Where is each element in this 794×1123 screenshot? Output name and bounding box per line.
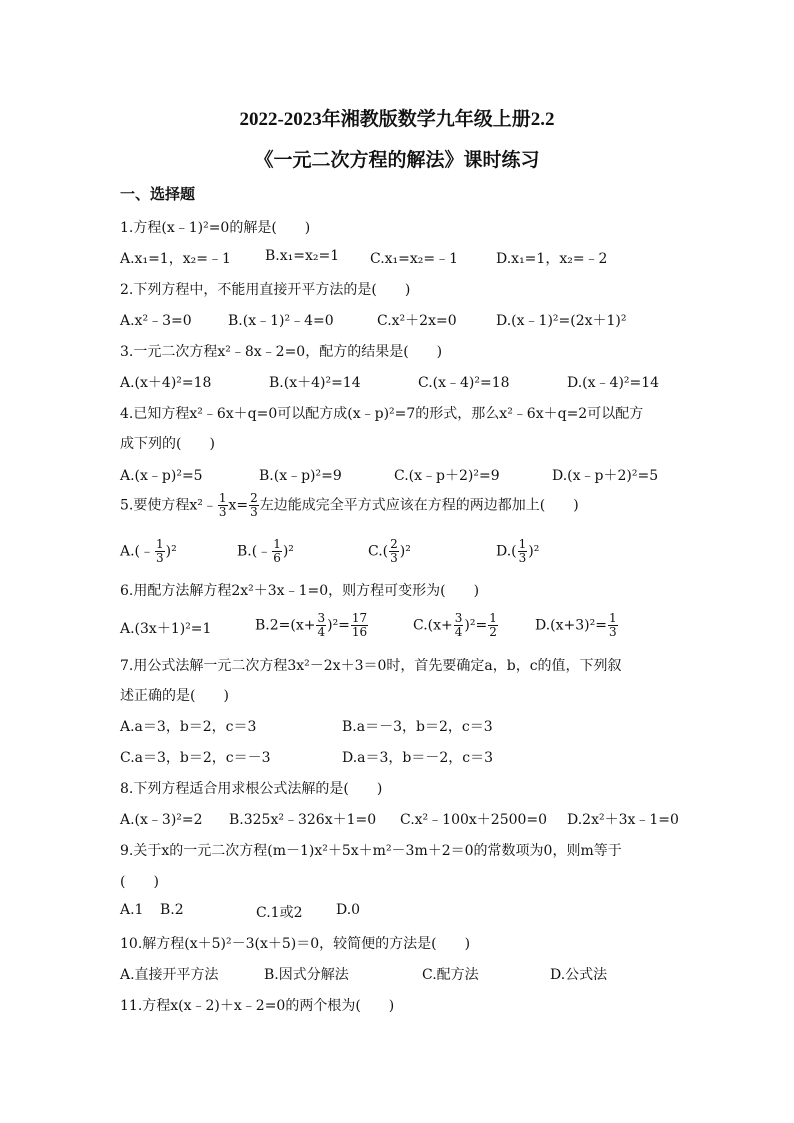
question-4-option-a: A.(x﹣p)²=5	[120, 468, 203, 484]
question-8-option-a: A.(x﹣3)²=2	[120, 812, 203, 828]
denominator: 6	[273, 551, 281, 565]
option-text: B.2=(x+	[255, 617, 316, 634]
option-fraction	[518, 538, 528, 565]
option-text: )²=	[464, 617, 488, 634]
question-9-stem-line1: 9.关于x的一元二次方程(m－1)x²＋5x＋m²－3m＋2＝0的常数项为0，则m等于	[120, 843, 622, 859]
question-6-option-d	[535, 612, 619, 639]
question-10-option-b: B.因式分解法	[264, 967, 349, 983]
question-7-stem-line2: 述正确的是( )	[120, 688, 229, 704]
question-9-option-c: C.1或2	[256, 905, 303, 921]
denominator: 4	[454, 625, 463, 639]
question-7-option-d: D.a＝3，b＝－2，c＝3	[342, 750, 494, 766]
option-fraction	[155, 538, 165, 565]
question-5-stem-mid: x=	[228, 497, 249, 514]
option-fraction	[488, 612, 498, 639]
question-6-stem: 6.用配方法解方程2x²＋3x﹣1=0，则方程可变形为( )	[120, 583, 480, 599]
numerator: 1	[156, 537, 164, 551]
question-1-option-a: A.x₁=1，x₂=﹣1	[120, 251, 231, 267]
denominator: 3	[218, 505, 227, 519]
question-4-option-b: B.(x﹣p)²=9	[259, 468, 342, 484]
question-8-option-c: C.x²﹣100x＋2500=0	[400, 812, 548, 828]
option-fraction	[272, 538, 282, 565]
question-6-option-a: A.(3x＋1)²=1	[120, 621, 212, 637]
option-text: )²=	[327, 617, 350, 634]
option-text: D.(x+3)²=	[535, 617, 607, 634]
numerator: 17	[351, 611, 368, 625]
denominator: 4	[317, 625, 326, 639]
question-3-option-d: D.(x﹣4)²=14	[567, 375, 660, 391]
question-6-option-c	[413, 612, 499, 639]
question-7-option-b: B.a＝－3，b＝2，c＝3	[342, 719, 493, 735]
question-8-option-d: D.2x²＋3x﹣1=0	[567, 812, 679, 828]
question-6-option-b	[255, 612, 369, 639]
question-5-fraction-2	[249, 492, 259, 519]
question-8-option-b: B.325x²﹣326x＋1=0	[229, 812, 377, 828]
numerator: 3	[454, 611, 463, 625]
question-5-stem	[120, 492, 579, 519]
question-1-option-c: C.x₁=x₂=﹣1	[370, 251, 459, 267]
option-fraction	[389, 538, 399, 565]
denominator: 3	[156, 551, 164, 565]
question-10-option-c: C.配方法	[422, 967, 479, 983]
question-1-stem: 1.方程(x﹣1)²=0的解是( )	[120, 220, 311, 236]
question-1-option-b: B.x₁=x₂=1	[265, 248, 340, 264]
option-text: C.(x+	[413, 617, 453, 634]
denominator: 3	[250, 505, 258, 519]
question-5-fraction-1	[218, 492, 228, 519]
question-3-stem: 3.一元二次方程x²﹣8x﹣2=0，配方的结果是( )	[120, 344, 443, 360]
question-4-stem-line2: 成下列的( )	[120, 436, 215, 452]
question-5-option-c	[368, 538, 411, 565]
option-text: )²	[399, 543, 411, 560]
denominator: 3	[390, 551, 398, 565]
question-5-stem-suffix: 左边能成完全平方式应该在方程的两边都加上( )	[259, 497, 579, 514]
option-text: D.(	[496, 543, 517, 560]
question-3-option-b: B.(x＋4)²=14	[269, 375, 361, 391]
question-2-option-b: B.(x﹣1)²﹣4=0	[228, 313, 334, 329]
numerator: 1	[608, 611, 617, 625]
option-fraction	[316, 612, 326, 639]
numerator: 1	[489, 611, 497, 625]
section-heading: 一、选择题	[120, 186, 196, 203]
question-4-stem-line1: 4.已知方程x²﹣6x＋q=0可以配方成(x﹣p)²=7的形式，那么x²﹣6x＋q=2可以配方	[120, 406, 644, 422]
question-3-option-c: C.(x﹣4)²=18	[418, 375, 510, 391]
question-1-option-d: D.x₁=1，x₂=﹣2	[496, 251, 608, 267]
question-4-option-d: D.(x﹣p＋2)²=5	[552, 468, 659, 484]
question-5-stem-prefix: 5.要使方程x²﹣	[120, 497, 217, 514]
question-2-stem: 2.下列方程中，不能用直接开平方法的是( )	[120, 282, 411, 298]
document-title-line2: 《一元二次方程的解法》课时练习	[254, 150, 540, 171]
question-8-stem: 8.下列方程适合用求根公式法解的是( )	[120, 781, 383, 797]
question-5-option-d	[496, 538, 539, 565]
numerator: 1	[218, 491, 227, 505]
denominator: 2	[489, 625, 497, 639]
question-5-option-a	[120, 538, 177, 565]
numerator: 2	[250, 491, 258, 505]
question-2-option-d: D.(x﹣1)²=(2x＋1)²	[496, 313, 627, 329]
numerator: 3	[317, 611, 326, 625]
question-7-option-c: C.a＝3，b＝2，c＝－3	[120, 750, 271, 766]
option-text: C.(	[368, 543, 389, 560]
denominator: 16	[351, 625, 368, 639]
question-9-option-d: D.0	[336, 902, 361, 918]
option-fraction	[351, 612, 368, 639]
question-10-stem: 10.解方程(x＋5)²－3(x＋5)＝0，较简便的方法是( )	[120, 936, 471, 952]
question-11-stem: 11.方程x(x﹣2)＋x﹣2=0的两个根为( )	[120, 998, 395, 1014]
option-text: A.(﹣	[120, 543, 155, 560]
question-2-option-c: C.x²＋2x=0	[377, 313, 457, 329]
question-5-option-b	[237, 538, 294, 565]
question-2-option-a: A.x²﹣3=0	[120, 313, 192, 329]
denominator: 3	[518, 551, 527, 565]
question-9-option-b: B.2	[160, 902, 184, 918]
question-7-stem-line1: 7.用公式法解一元二次方程3x²－2x＋3＝0时，首先要确定a，b，c的值，下列叙	[120, 658, 622, 674]
option-fraction	[608, 612, 618, 639]
question-9-option-a: A.1	[120, 902, 144, 918]
document-title-line1: 2022-2023年湘教版数学九年级上册2.2	[239, 109, 555, 130]
question-4-option-c: C.(x﹣p＋2)²=9	[394, 468, 500, 484]
option-text: )²	[528, 543, 540, 560]
option-fraction	[454, 612, 464, 639]
question-10-option-a: A.直接开平方法	[120, 967, 219, 983]
option-text: )²	[165, 543, 177, 560]
denominator: 3	[608, 625, 617, 639]
option-text: )²	[282, 543, 294, 560]
option-text: B.(﹣	[237, 543, 272, 560]
question-7-option-a: A.a＝3，b＝2，c＝3	[120, 719, 257, 735]
numerator: 1	[273, 537, 281, 551]
question-3-option-a: A.(x＋4)²=18	[120, 375, 212, 391]
question-9-stem-line2: ( )	[120, 874, 159, 890]
question-10-option-d: D.公式法	[550, 967, 608, 983]
numerator: 2	[390, 537, 398, 551]
numerator: 1	[518, 537, 527, 551]
